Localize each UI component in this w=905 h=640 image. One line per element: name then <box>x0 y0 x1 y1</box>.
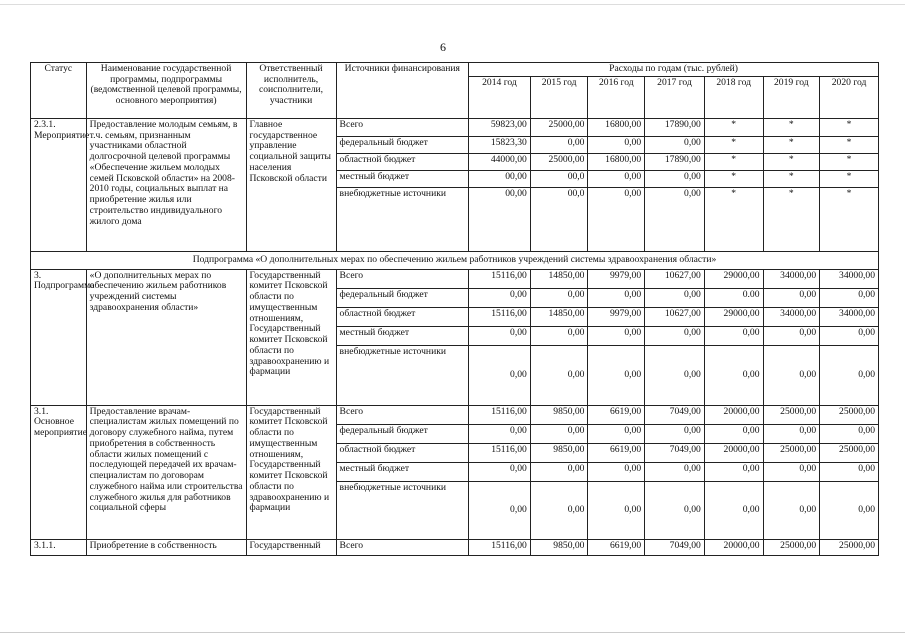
value-cell: * <box>704 119 763 137</box>
value-cell: 0.00 <box>704 288 763 307</box>
row-source: областной бюджет <box>336 154 469 171</box>
value-cell: 00,0 <box>530 188 588 252</box>
value-cell: 15116,00 <box>469 539 531 555</box>
value-cell: 0,00 <box>763 462 820 481</box>
value-cell: 34000,00 <box>763 269 820 288</box>
subprogram-title: Подпрограмма «О дополнительных мерах по обеспечению жильем работников учреждений системы здравоохранения области» <box>31 252 879 270</box>
value-cell: 0,00 <box>530 424 588 443</box>
row-executor: Государственный комитет Псковской области по имущественным отношениям, Государственный комитет Псковской области по здравоохранению и фармации <box>246 405 336 539</box>
value-cell: 00,00 <box>469 171 531 188</box>
header-sources: Источники финансирования <box>336 63 469 119</box>
value-cell: * <box>763 154 820 171</box>
value-cell: 0,00 <box>469 481 531 539</box>
row-executor: Государственный комитет Псковской области по имущественным отношениям, Государственный комитет Псковской области по здравоохранению и фармации <box>246 269 336 405</box>
value-cell: 0,00 <box>645 137 705 154</box>
value-cell: 25000,00 <box>763 539 820 555</box>
value-cell: 34000,00 <box>820 269 879 288</box>
row-source: местный бюджет <box>336 326 469 345</box>
value-cell: * <box>820 188 879 252</box>
value-cell: 0,00 <box>530 481 588 539</box>
value-cell: 0,00 <box>588 188 645 252</box>
value-cell: * <box>763 188 820 252</box>
value-cell: 7049,00 <box>645 443 705 462</box>
value-cell: 0,00 <box>469 326 531 345</box>
subprogram-row <box>31 252 879 270</box>
value-cell: 9850,00 <box>530 443 588 462</box>
value-cell: 25000,00 <box>763 443 820 462</box>
value-cell: 0,00 <box>704 481 763 539</box>
value-cell: 9979,00 <box>588 307 645 326</box>
value-cell: 25000,00 <box>530 154 588 171</box>
header-status: Статус <box>31 63 87 119</box>
header-year: 2019 год <box>763 77 820 119</box>
row-source: федеральный бюджет <box>336 424 469 443</box>
row-source: Всего <box>336 269 469 288</box>
value-cell: 16800,00 <box>588 119 645 137</box>
value-cell: 16800,00 <box>588 154 645 171</box>
value-cell: 0,00 <box>645 462 705 481</box>
value-cell: 0,00 <box>469 288 531 307</box>
scan-artifact-top <box>0 4 905 5</box>
value-cell: 14850,00 <box>530 307 588 326</box>
value-cell: 0,00 <box>530 137 588 154</box>
value-cell: 0,00 <box>469 462 531 481</box>
value-cell: * <box>763 137 820 154</box>
value-cell: 10627,00 <box>645 307 705 326</box>
row-name: Приобретение в собственность <box>86 539 246 555</box>
value-cell: 20000,00 <box>704 443 763 462</box>
header-year: 2020 год <box>820 77 879 119</box>
row-source: внебюджетные источники <box>336 481 469 539</box>
value-cell: 17890,00 <box>645 154 705 171</box>
value-cell: 0,00 <box>645 481 705 539</box>
row-source: областной бюджет <box>336 443 469 462</box>
value-cell: 10627,00 <box>645 269 705 288</box>
value-cell: 20000,00 <box>704 405 763 424</box>
value-cell: * <box>820 119 879 137</box>
value-cell: 17890,00 <box>645 119 705 137</box>
value-cell: 0,00 <box>763 326 820 345</box>
value-cell: 0,00 <box>820 462 879 481</box>
value-cell: 00,0 <box>530 171 588 188</box>
value-cell: 15116,00 <box>469 443 531 462</box>
value-cell: 7049,00 <box>645 405 705 424</box>
value-cell: 0,00 <box>645 326 705 345</box>
value-cell: 0,00 <box>704 326 763 345</box>
value-cell: 9850,00 <box>530 405 588 424</box>
value-cell: 0,00 <box>645 424 705 443</box>
value-cell: 9850,00 <box>530 539 588 555</box>
value-cell: 0,00 <box>820 326 879 345</box>
header-expenses: Расходы по годам (тыс. рублей) <box>469 63 879 77</box>
header-name: Наименование государственной программы, подпрограммы (ведомственной целевой программы, основного мероприятия) <box>86 63 246 119</box>
row-source: внебюджетные источники <box>336 345 469 405</box>
value-cell: 29000,00 <box>704 307 763 326</box>
value-cell: 0,00 <box>588 171 645 188</box>
value-cell: 15116,00 <box>469 269 531 288</box>
value-cell: * <box>704 137 763 154</box>
value-cell: 15116,00 <box>469 307 531 326</box>
header-year: 2017 год <box>645 77 705 119</box>
value-cell: 0,00 <box>645 171 705 188</box>
value-cell: 0,00 <box>530 326 588 345</box>
value-cell: 0,00 <box>763 345 820 405</box>
row-name: Предоставление молодым семьям, в т.ч. семьям, признанным участниками областной долгосрочной целевой программы «Обеспечение жильем молодых семей Псковской области» на 2008-2010 годы, социальных выплат на приобретение жилья или строительство индивидуального жилого дома <box>86 119 246 252</box>
value-cell: 9979,00 <box>588 269 645 288</box>
value-cell: 0,00 <box>820 481 879 539</box>
value-cell: * <box>704 188 763 252</box>
value-cell: 25000,00 <box>530 119 588 137</box>
value-cell: 14850,00 <box>530 269 588 288</box>
row-status: 3.1.1. <box>31 539 87 555</box>
table-header <box>31 63 879 119</box>
value-cell: 0,00 <box>588 462 645 481</box>
row-source: внебюджетные источники <box>336 188 469 252</box>
value-cell: 0,00 <box>588 481 645 539</box>
table-row <box>31 539 879 555</box>
value-cell: 20000,00 <box>704 539 763 555</box>
row-name: Предоставление врачам-специалистам жилых помещений по договору служебного найма, путем приобретения в собственность области жилых помещений с последующей передачей их врачам-специалистам по договорам служебного найма или строительства служебного жилья для работников социальной сферы <box>86 405 246 539</box>
header-year: 2018 год <box>704 77 763 119</box>
value-cell: 0,00 <box>645 288 705 307</box>
value-cell: 29000,00 <box>704 269 763 288</box>
value-cell: 7049,00 <box>645 539 705 555</box>
row-status: 3.1. Основное мероприятие <box>31 405 87 539</box>
value-cell: 59823,00 <box>469 119 531 137</box>
value-cell: 00,00 <box>469 188 531 252</box>
value-cell: 34000,00 <box>820 307 879 326</box>
row-source: Всего <box>336 119 469 137</box>
value-cell: 25000,00 <box>820 539 879 555</box>
budget-table <box>30 62 879 556</box>
value-cell: 25000,00 <box>820 405 879 424</box>
row-source: местный бюджет <box>336 171 469 188</box>
value-cell: 6619,00 <box>588 443 645 462</box>
value-cell: 0,00 <box>530 462 588 481</box>
row-name: «О дополнительных мерах по обеспечению жильем работников учреждений системы здравоохранения области» <box>86 269 246 405</box>
value-cell: 0,00 <box>530 345 588 405</box>
row-executor: Государственный <box>246 539 336 555</box>
header-year: 2016 год <box>588 77 645 119</box>
row-source: Всего <box>336 539 469 555</box>
value-cell: 15116,00 <box>469 405 531 424</box>
value-cell: * <box>704 171 763 188</box>
value-cell: 0,00 <box>704 462 763 481</box>
value-cell: 6619,00 <box>588 405 645 424</box>
row-source: Всего <box>336 405 469 424</box>
value-cell: 25000,00 <box>820 443 879 462</box>
value-cell: 0,00 <box>645 188 705 252</box>
value-cell: 0,00 <box>588 326 645 345</box>
value-cell: * <box>763 119 820 137</box>
value-cell: 15823,30 <box>469 137 531 154</box>
row-status: 2.3.1. Мероприятие <box>31 119 87 252</box>
value-cell: 0,00 <box>763 288 820 307</box>
header-year: 2014 год <box>469 77 531 119</box>
value-cell: 0,00 <box>645 345 705 405</box>
value-cell: 0,00 <box>530 288 588 307</box>
value-cell: 0,00 <box>588 288 645 307</box>
row-executor: Главное государственное управление социальной защиты населения Псковской области <box>246 119 336 252</box>
value-cell: 0,00 <box>820 345 879 405</box>
value-cell: 0,00 <box>469 424 531 443</box>
value-cell: * <box>763 171 820 188</box>
value-cell: 0,00 <box>820 424 879 443</box>
value-cell: 0,00 <box>763 481 820 539</box>
value-cell: 25000,00 <box>763 405 820 424</box>
value-cell: 0,00 <box>588 345 645 405</box>
value-cell: * <box>704 154 763 171</box>
table-row <box>31 269 879 288</box>
value-cell: 0,00 <box>763 424 820 443</box>
value-cell: * <box>820 137 879 154</box>
value-cell: 34000,00 <box>763 307 820 326</box>
row-source: местный бюджет <box>336 462 469 481</box>
value-cell: 0,00 <box>704 424 763 443</box>
value-cell: 0,00 <box>469 345 531 405</box>
value-cell: * <box>820 154 879 171</box>
value-cell: 0,00 <box>588 137 645 154</box>
scan-artifact-bottom <box>0 632 905 633</box>
value-cell: 44000,00 <box>469 154 531 171</box>
header-executor: Ответственный исполнитель, соисполнители, участники <box>246 63 336 119</box>
row-source: федеральный бюджет <box>336 288 469 307</box>
value-cell: 0,00 <box>820 288 879 307</box>
table-row <box>31 405 879 424</box>
value-cell: 0,00 <box>704 345 763 405</box>
row-source: федеральный бюджет <box>336 137 469 154</box>
row-source: областной бюджет <box>336 307 469 326</box>
value-cell: 0,00 <box>588 424 645 443</box>
value-cell: 6619,00 <box>588 539 645 555</box>
value-cell: * <box>820 171 879 188</box>
row-status: 3. Подпрограмма <box>31 269 87 405</box>
page-number: 6 <box>440 40 446 54</box>
table-row <box>31 119 879 137</box>
header-year: 2015 год <box>530 77 588 119</box>
